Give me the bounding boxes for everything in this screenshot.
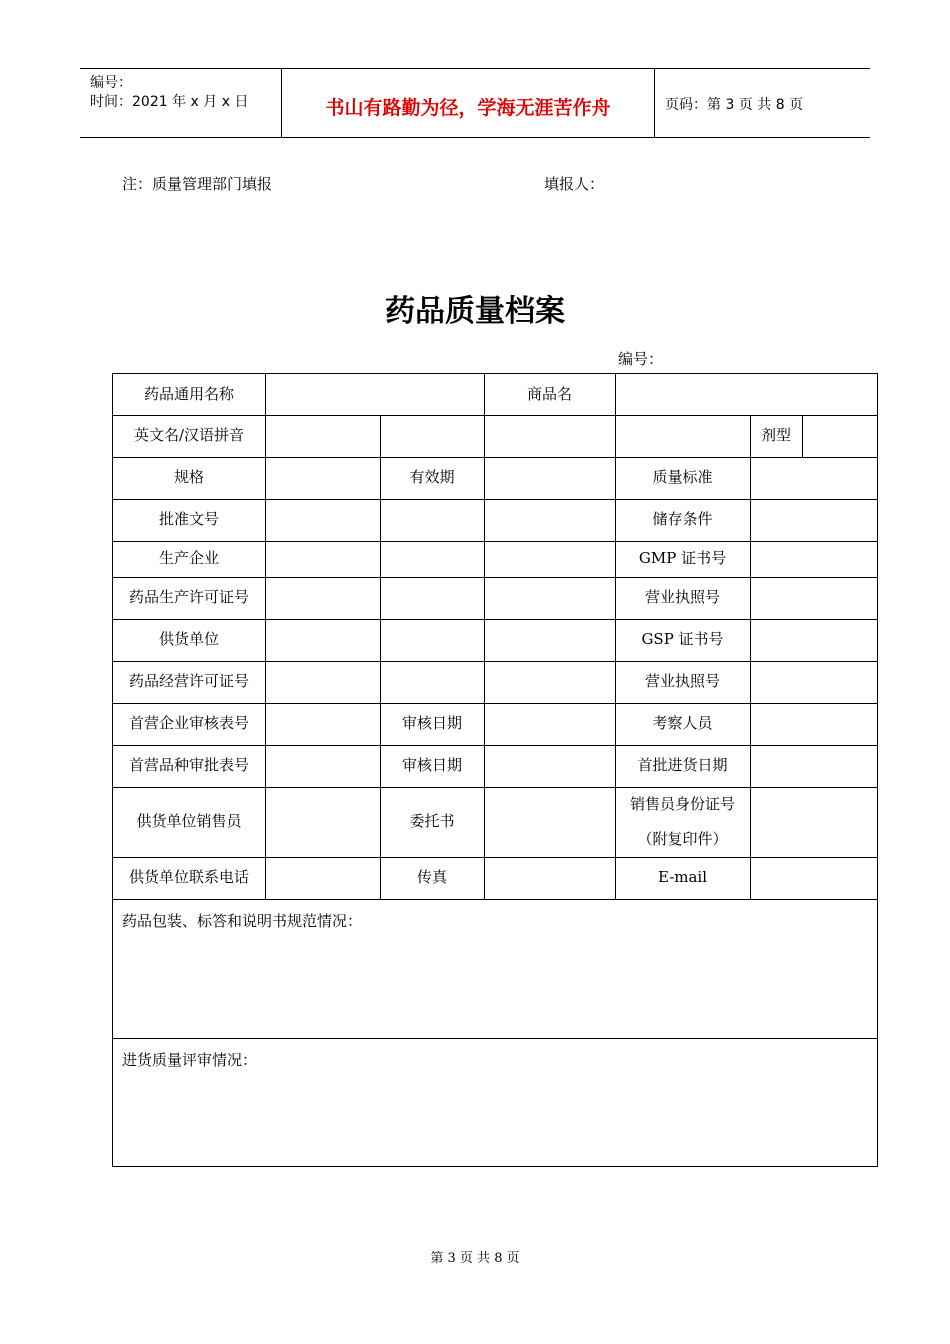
label-inspector: 考察人员 — [652, 714, 713, 733]
document-header — [80, 68, 870, 138]
purchase-review-section-label: 进货质量评审情况： — [122, 1051, 258, 1069]
header-motto-cell — [282, 69, 655, 137]
header-time-label: 时间：2021 年 x 月 x 日 — [90, 94, 249, 110]
label-power-of-attorney: 委托书 — [409, 812, 455, 831]
label-gmp-cert: GMP 证书号 — [638, 549, 727, 568]
col-divider — [615, 415, 616, 457]
label-storage: 储存条件 — [652, 510, 713, 529]
row-divider — [113, 1038, 877, 1039]
label-business-license-2: 营业执照号 — [644, 672, 720, 691]
label-production-license: 药品生产许可证号 — [128, 588, 249, 607]
label-business-license: 营业执照号 — [644, 588, 720, 607]
label-fax: 传真 — [416, 868, 447, 887]
label-salesperson-id: 销售员身份证号 — [629, 794, 735, 813]
note-filler: 填报人： — [544, 175, 605, 193]
label-quality-standard: 质量标准 — [652, 468, 713, 487]
label-operation-license: 药品经营许可证号 — [128, 672, 249, 691]
note-department: 注：质量管理部门填报 — [122, 175, 273, 193]
label-approval-number: 批准文号 — [158, 510, 219, 529]
label-first-variety-form: 首营品种审批表号 — [128, 756, 249, 775]
label-email: E-mail — [657, 868, 708, 887]
col-divider — [265, 374, 266, 899]
header-meta-cell — [80, 69, 282, 137]
label-manufacturer: 生产企业 — [158, 549, 219, 568]
header-code-label: 编号： — [90, 75, 132, 91]
page-footer: 第 3 页 共 8 页 — [430, 1251, 520, 1266]
col-divider — [615, 374, 616, 415]
packaging-section-label: 药品包装、标答和说明书规范情况： — [122, 912, 363, 930]
form-title: 药品质量档案 — [385, 294, 565, 329]
label-english-pinyin: 英文名/汉语拼音 — [133, 426, 245, 445]
drug-quality-form — [112, 373, 878, 1167]
header-page-cell — [655, 69, 870, 137]
label-supplier-salesperson: 供货单位销售员 — [136, 812, 242, 831]
label-gsp-cert: GSP 证书号 — [641, 630, 724, 649]
header-motto: 书山有路勤为径，学海无涯苦作舟 — [325, 97, 611, 119]
col-divider — [484, 374, 485, 899]
col-divider — [750, 415, 751, 899]
form-serial-label: 编号： — [618, 350, 664, 368]
header-page-info: 页码：第 3 页 共 8 页 — [665, 97, 804, 113]
label-supplier: 供货单位 — [158, 630, 219, 649]
label-trade-name: 商品名 — [526, 384, 572, 403]
label-specification: 规格 — [173, 468, 204, 487]
label-review-date-2: 审核日期 — [401, 756, 462, 775]
row-divider — [113, 899, 877, 900]
label-salesperson-id-note: （附复印件） — [637, 829, 728, 848]
label-review-date: 审核日期 — [401, 714, 462, 733]
label-validity: 有效期 — [409, 468, 455, 487]
label-first-enterprise-form: 首营企业审核表号 — [128, 714, 249, 733]
label-generic-name: 药品通用名称 — [143, 384, 234, 403]
col-divider — [802, 415, 803, 457]
label-supplier-phone: 供货单位联系电话 — [128, 868, 249, 887]
label-dosage-form: 剂型 — [760, 426, 791, 445]
label-first-purchase-date: 首批进货日期 — [637, 756, 728, 775]
